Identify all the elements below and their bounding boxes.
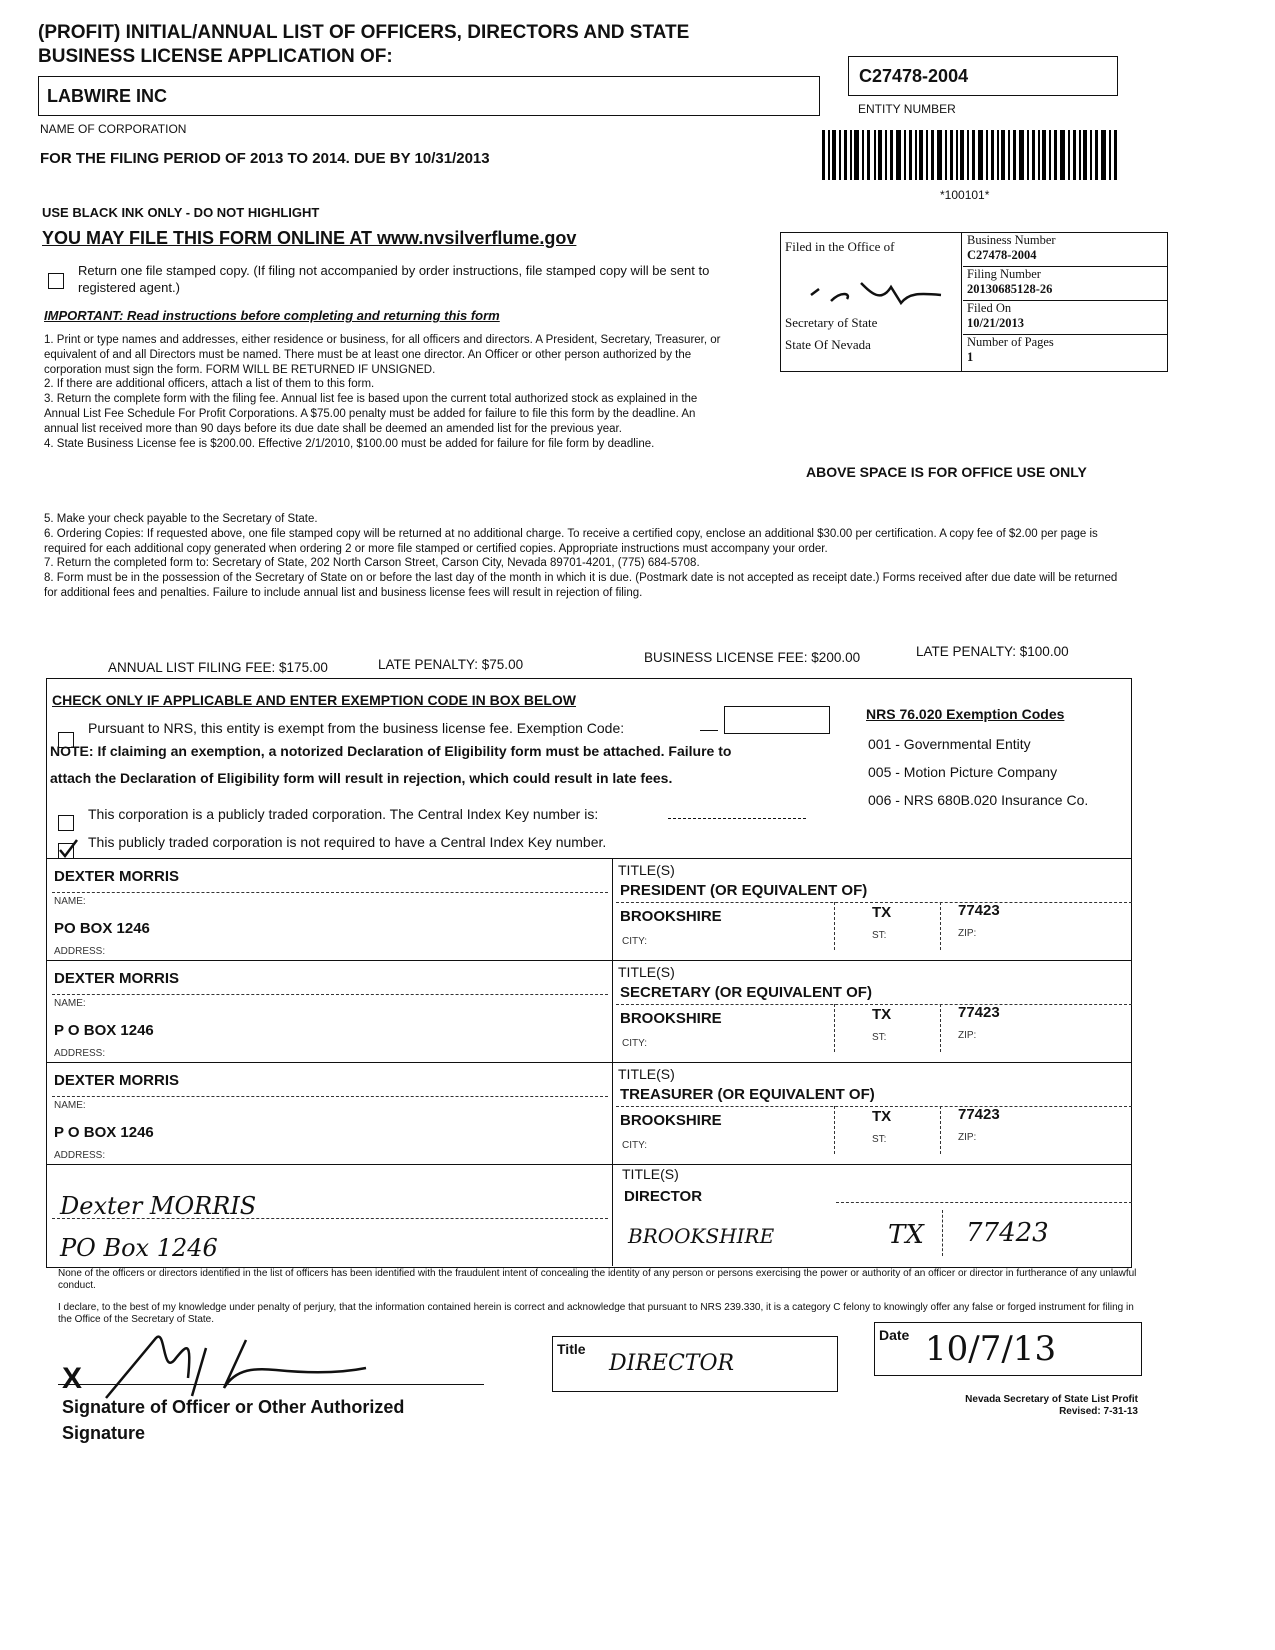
business-number-label: Business Number bbox=[967, 233, 1056, 247]
barcode-text: *100101* bbox=[940, 188, 990, 202]
form-title-line2: BUSINESS LICENSE APPLICATION OF: bbox=[38, 46, 393, 67]
publicly-traded-text: This corporation is a publicly traded corporation. The Central Index Key number is: bbox=[88, 806, 599, 822]
annual-list-fee: ANNUAL LIST FILING FEE: $175.00 bbox=[108, 660, 328, 675]
date-value: 10/7/13 bbox=[925, 1329, 1057, 1369]
officer-state[interactable]: TX bbox=[872, 1108, 892, 1125]
name-label: NAME: bbox=[54, 1100, 86, 1111]
corporation-name-field[interactable] bbox=[38, 76, 820, 116]
officer-state[interactable]: TX bbox=[872, 904, 892, 921]
instruction-5: 5. Make your check payable to the Secretary of State. bbox=[44, 513, 318, 525]
titles-label: TITLE(S) bbox=[622, 1166, 679, 1182]
officer-name[interactable]: DEXTER MORRIS bbox=[54, 868, 180, 885]
black-ink-notice: USE BLACK INK ONLY - DO NOT HIGHLIGHT bbox=[42, 205, 320, 220]
officer-zip[interactable]: 77423 bbox=[958, 1004, 1000, 1021]
state-divider bbox=[940, 1106, 941, 1154]
officer-row-secretary bbox=[46, 960, 1132, 1062]
signature-line bbox=[58, 1384, 484, 1385]
zip-label: ZIP: bbox=[958, 1030, 977, 1041]
codes-heading: NRS 76.020 Exemption Codes bbox=[866, 706, 1065, 722]
title-line bbox=[616, 902, 1132, 903]
st-label: ST: bbox=[872, 1134, 887, 1145]
office-use-only: ABOVE SPACE IS FOR OFFICE USE ONLY bbox=[806, 464, 1087, 480]
city-divider bbox=[834, 1004, 835, 1052]
officer-city[interactable]: BROOKSHIRE bbox=[620, 908, 722, 925]
title-line bbox=[616, 1106, 1132, 1107]
officer-address[interactable]: P O BOX 1246 bbox=[54, 1022, 154, 1039]
important-notice: IMPORTANT: Read instructions before completing and returning this form bbox=[44, 308, 500, 323]
instruction-8: 8. Form must be in the possession of the Secretary of State on or before the last day of the month in which it is due. (Postmark date is not accepted as receipt date.) Forms received after due date will be returned for additional fees and penalties. Failure to include annual list and business license fees will result in rejection of filing. bbox=[44, 572, 1118, 599]
titles-label: TITLE(S) bbox=[618, 1066, 675, 1082]
officer-address[interactable]: PO BOX 1246 bbox=[54, 920, 150, 937]
city-label: CITY: bbox=[622, 1038, 648, 1049]
signature-label: Signature of Officer or Other Authorized Signature bbox=[62, 1397, 405, 1443]
instruction-6: 6. Ordering Copies: If requested above, one file stamped copy will be returned at no additional charge. To receive a certified copy, enclose an additional $30.00 per certification. A copy fee of $2.00 per page is required for each additional copy generated when ordering 2 or more file stamped or certified copies. Appropriate instructions must accompany your order. bbox=[44, 527, 1098, 555]
exemption-heading: CHECK ONLY IF APPLICABLE AND ENTER EXEMPTION CODE IN BOX BELOW bbox=[52, 692, 577, 708]
filing-period: FOR THE FILING PERIOD OF 2013 TO 2014. DUE BY 10/31/2013 bbox=[40, 150, 490, 167]
officer-title[interactable]: SECRETARY (OR EQUIVALENT OF) bbox=[620, 984, 872, 1001]
officer-state[interactable]: TX bbox=[872, 1006, 892, 1023]
officer-name-line bbox=[52, 994, 608, 995]
st-label: ST: bbox=[872, 930, 887, 941]
not-required-text: This publicly traded corporation is not required to have a Central Index Key number. bbox=[88, 834, 607, 850]
zip-label: ZIP: bbox=[958, 928, 977, 939]
form-revised: Revised: 7-31-13 bbox=[1059, 1406, 1138, 1417]
stamp-filed-in: Filed in the Office of bbox=[785, 239, 895, 254]
officer-state[interactable]: TX bbox=[888, 1220, 924, 1250]
officer-name[interactable]: Dexter MORRIS bbox=[60, 1192, 257, 1220]
form-title-line1: (PROFIT) INITIAL/ANNUAL LIST OF OFFICERS, DIRECTORS AND STATE bbox=[38, 22, 690, 43]
officer-city[interactable]: BROOKSHIRE bbox=[628, 1224, 775, 1248]
business-license-fee: BUSINESS LICENSE FEE: $200.00 bbox=[644, 650, 861, 665]
officer-zip[interactable]: 77423 bbox=[958, 902, 1000, 919]
titles-label: TITLE(S) bbox=[618, 862, 675, 878]
instructions-wide bbox=[44, 512, 1124, 601]
state-divider bbox=[940, 902, 941, 950]
officer-city[interactable]: BROOKSHIRE bbox=[620, 1112, 722, 1129]
stamp-state: State Of Nevada bbox=[785, 337, 871, 352]
corporation-label: NAME OF CORPORATION bbox=[40, 122, 187, 136]
officer-row-director bbox=[46, 1164, 1132, 1266]
date-label: Date bbox=[879, 1327, 910, 1343]
title-line bbox=[836, 1202, 1132, 1203]
name-label: NAME: bbox=[54, 896, 86, 907]
address-label: ADDRESS: bbox=[54, 946, 106, 957]
form-name: Nevada Secretary of State List Profit bbox=[965, 1394, 1138, 1405]
officer-title[interactable]: PRESIDENT (OR EQUIVALENT OF) bbox=[620, 882, 868, 899]
instruction-7: 7. Return the completed form to: Secretary of State, 202 North Carson Street, Carson City, Nevada 89701-4201, (775) 684-5708. bbox=[44, 557, 700, 570]
exemption-note-line1: NOTE: If claiming an exemption, a notorized Declaration of Eligibility form must be attached. Failure to bbox=[50, 743, 732, 759]
zip-label: ZIP: bbox=[958, 1132, 977, 1143]
officer-title[interactable]: DIRECTOR bbox=[624, 1188, 703, 1205]
fraud-note: None of the officers or directors identified in the list of officers has been identified with the fraudulent intent of concealing the identity of any person or persons exercising the power or authority of an officer or director in furtherance of any unlawful conduct. bbox=[58, 1268, 1137, 1291]
publicly-traded-checkbox[interactable] bbox=[58, 815, 74, 831]
officer-name-line bbox=[52, 892, 608, 893]
code-001: 001 - Governmental Entity bbox=[868, 736, 1031, 752]
title-value: DIRECTOR bbox=[609, 1351, 735, 1376]
officer-zip[interactable]: 77423 bbox=[966, 1218, 1049, 1248]
officer-address[interactable]: PO Box 1246 bbox=[60, 1234, 218, 1262]
exemption-code-line bbox=[700, 730, 718, 731]
entity-label: ENTITY NUMBER bbox=[858, 102, 956, 116]
filed-on: 10/21/2013 bbox=[967, 316, 1024, 330]
corporation-name: LABWIRE INC bbox=[47, 86, 167, 106]
stamp-left bbox=[781, 233, 962, 371]
stamp-secretary: Secretary of State bbox=[785, 315, 878, 330]
date-field[interactable] bbox=[874, 1322, 1142, 1376]
address-label: ADDRESS: bbox=[54, 1150, 106, 1161]
officer-city[interactable]: BROOKSHIRE bbox=[620, 1010, 722, 1027]
late-penalty-2: LATE PENALTY: $100.00 bbox=[916, 644, 1069, 659]
city-divider bbox=[834, 1106, 835, 1154]
officer-row-treasurer bbox=[46, 1062, 1132, 1164]
officer-name-line bbox=[52, 1218, 608, 1219]
instruction-2: 2. If there are additional officers, attach a list of them to this form. bbox=[44, 378, 375, 391]
code-005: 005 - Motion Picture Company bbox=[868, 764, 1058, 780]
officer-row-president bbox=[46, 858, 1132, 960]
officer-address[interactable]: P O BOX 1246 bbox=[54, 1124, 154, 1141]
instructions-left bbox=[44, 333, 724, 451]
officer-name[interactable]: DEXTER MORRIS bbox=[54, 970, 180, 987]
title-line bbox=[616, 1004, 1132, 1005]
signature-x: X bbox=[62, 1362, 83, 1395]
instruction-1: 1. Print or type names and addresses, either residence or business, for all officers and directors. A President, Secretary, Treasurer, or equivalent of and all Directors must be named. There must be at least one director. An Officer or other person authorized by the corporation must sign the form. FORM WILL BE RETURNED IF UNSIGNED. bbox=[44, 334, 721, 376]
not-required-checkbox[interactable] bbox=[58, 843, 74, 859]
code-006: 006 - NRS 680B.020 Insurance Co. bbox=[868, 792, 1089, 808]
instruction-4: 4. State Business License fee is $200.00. Effective 2/1/2010, $100.00 must be added for failure for file form by deadline. bbox=[44, 437, 655, 450]
stamp-right bbox=[963, 233, 1167, 369]
officer-name-line bbox=[52, 1096, 608, 1097]
instruction-3: 3. Return the complete form with the filing fee. Annual list fee is based upon the current total authorized stock as explained in the Annual List Fee Schedule For Profit Corporations. A $75.00 penalty must be added for failure to file this form by the deadline. An annual list received more than 90 days before its due date shall be deemed an amended list for the previous year. bbox=[44, 393, 698, 435]
state-divider bbox=[940, 1004, 941, 1052]
file-online-notice: YOU MAY FILE THIS FORM ONLINE AT www.nvsilverflume.gov bbox=[42, 228, 577, 248]
titles-label: TITLE(S) bbox=[618, 964, 675, 980]
state-divider bbox=[942, 1210, 943, 1256]
filing-number-label: Filing Number bbox=[967, 267, 1041, 281]
return-copy-text: Return one file stamped copy. (If filing not accompanied by order instructions, file stamped copy will be sent to registered agent.) bbox=[78, 263, 710, 295]
address-label: ADDRESS: bbox=[54, 1048, 106, 1059]
late-penalty-1: LATE PENALTY: $75.00 bbox=[378, 657, 524, 672]
filed-on-label: Filed On bbox=[967, 301, 1012, 315]
city-label: CITY: bbox=[622, 1140, 648, 1151]
officer-zip[interactable]: 77423 bbox=[958, 1106, 1000, 1123]
city-divider bbox=[834, 902, 835, 950]
title-field[interactable] bbox=[552, 1336, 838, 1392]
exemption-note-line2: attach the Declaration of Eligibility form will result in rejection, which could result in late fees. bbox=[50, 770, 673, 786]
entity-number: C27478-2004 bbox=[859, 66, 969, 86]
check-mark-icon bbox=[57, 838, 79, 860]
officer-title[interactable]: TREASURER (OR EQUIVALENT OF) bbox=[620, 1086, 875, 1103]
name-label: NAME: bbox=[54, 998, 86, 1009]
st-label: ST: bbox=[872, 1032, 887, 1043]
pages-label: Number of Pages bbox=[967, 335, 1054, 349]
filing-number: 20130685128-26 bbox=[967, 282, 1053, 296]
business-number: C27478-2004 bbox=[967, 248, 1037, 262]
officer-name[interactable]: DEXTER MORRIS bbox=[54, 1072, 180, 1089]
barcode-icon bbox=[822, 130, 1118, 180]
pages-count: 1 bbox=[967, 350, 974, 364]
exemption-pursuant: Pursuant to NRS, this entity is exempt from the business license fee. Exemption Code: bbox=[88, 720, 625, 736]
cik-number-line[interactable] bbox=[668, 818, 806, 819]
return-copy-checkbox[interactable] bbox=[48, 273, 64, 289]
secretary-signature-icon bbox=[791, 263, 951, 313]
office-stamp bbox=[780, 232, 1168, 372]
title-label: Title bbox=[557, 1341, 586, 1357]
declaration: I declare, to the best of my knowledge under penalty of perjury, that the information contained herein is correct and acknowledge that pursuant to NRS 239.330, it is a category C felony to knowingly offer any false or forged instrument for filing in the Office of the Secretary of State. bbox=[58, 1302, 1134, 1325]
entity-number-field[interactable] bbox=[848, 56, 1118, 96]
exemption-code-input[interactable] bbox=[724, 706, 830, 734]
city-label: CITY: bbox=[622, 936, 648, 947]
